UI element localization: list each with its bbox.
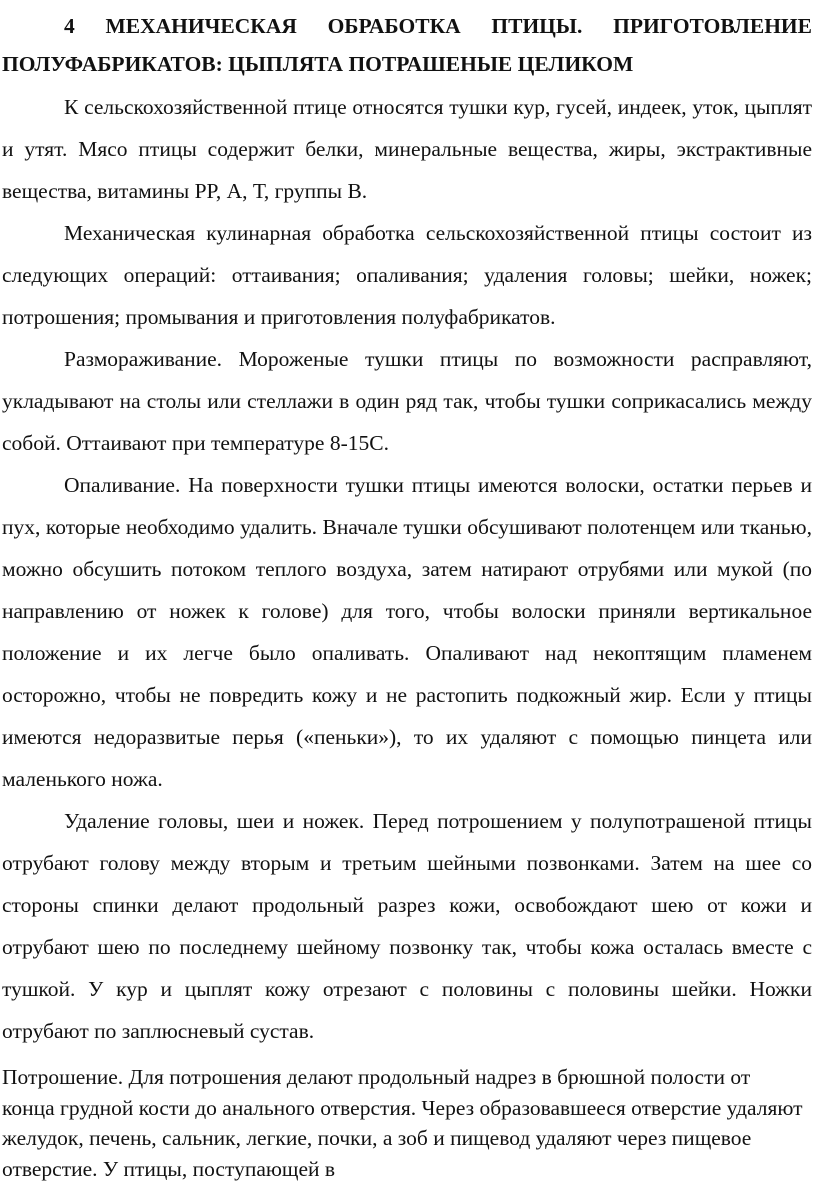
paragraph-head-neck-legs-removal: Удаление головы, шеи и ножек. Перед потрошением у полупотрашеной птицы отрубают голову между вторым и третьим шейными позвонками. Затем на шее со стороны спинки делают продольный разрез кожи, освобождают шею от кожи и отрубают шею по последнему шейному позвонку так, чтобы кожа осталась вместе с тушкой. У кур и цыплят кожу отрезают с половины с половины шейки. Ножки отрубают по заплюсневый сустав.: [2, 809, 812, 1043]
paragraph-defrosting: Размораживание. Мороженые тушки птицы по возможности расправляют, укладывают на столы или стеллажи в один ряд так, чтобы тушки соприкасались между собой. Оттаивают при температуре 8-15С.: [2, 347, 812, 455]
paragraph-singeing: Опаливание. На поверхности тушки птицы имеются волоски, остатки перьев и пух, которые необходимо удалить. Вначале тушки обсушивают полотенцем или тканью, можно обсушить потоком теплого воздуха, затем натирают отрубями или мукой (по направлению от ножек к голове) для того, чтобы волоски приняли вертикальное положение и их легче было опаливать. Опаливают над некоптящим пламенем осторожно, чтобы не повредить кожу и не растопить подкожный жир. Если у птицы имеются недоразвитые перья («пеньки»), то их удаляют с помощью пинцета или маленького ножа.: [2, 473, 812, 791]
paragraph-gutting: Потрошение. Для потрошения делают продольный надрез в брюшной полости от конца грудной кости до анального отверстия. Через образовавшееся отверстие удаляют желудок, печень, сальник, легкие, почки, а зоб и пищевод удаляют через пищевое отверстие. У птицы, поступающей в: [2, 1065, 803, 1181]
paragraph-poultry-intro: К сельскохозяйственной птице относятся тушки кур, гусей, индеек, уток, цыплят и утят. Мясо птицы содержит белки, минеральные вещества, жиры, экстрактивные вещества, витамины РР, А, Т, группы В.: [2, 95, 812, 203]
heading-line-2: ПОЛУФАБРИКАТОВ: ЦЫПЛЯТА ПОТРАШЕНЫЕ ЦЕЛИКОМ: [2, 52, 634, 76]
paragraph-processing-steps: Механическая кулинарная обработка сельскохозяйственной птицы состоит из следующих операций: оттаивания; опаливания; удаления головы; шейки, ножек; потрошения; промывания и приготовления полуфабрикатов.: [2, 221, 812, 329]
heading-line-1: 4 МЕХАНИЧЕСКАЯ ОБРАБОТКА ПТИЦЫ. ПРИГОТОВЛЕНИЕ: [64, 14, 812, 38]
